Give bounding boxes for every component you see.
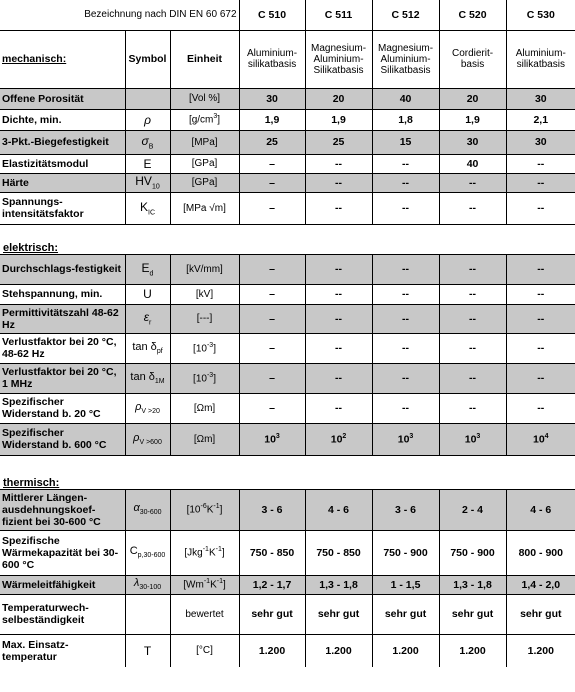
- row-thermal-expansion: Mittlerer Längen-ausdehnungskoef-fizient bei 30-600 °C $\alpha_{30-600}$ $[10^{-6}K^{-1}]$ 3 - 6 4 - 6 3 - 6 2 - 4 4 - 6: [0, 489, 575, 530]
- row-breakdown: Durchschlags-festigkeit $E_d$ [kV/mm] – -- -- -- --: [0, 254, 575, 284]
- basis-c520: Cordierit-basis: [439, 30, 506, 88]
- column-header-c511: C 511: [305, 0, 372, 30]
- section-thermal: thermisch:: [3, 476, 60, 489]
- row-elastic-modulus: Elastizitätsmodul E [GPa] – -- -- 40 --: [0, 154, 575, 173]
- row-thermal-shock: Temperaturwech-selbeständigkeit bewertet sehr gut sehr gut sehr gut sehr gut sehr gut: [0, 594, 575, 634]
- row-bending-strength: 3-Pkt.-Biegefestigkeit $\sigma_B$ [MPa] 25 25 15 30 30: [0, 130, 575, 154]
- row-thermal-conductivity: Wärmeleitfähigkeit $\lambda_{30-100}$ $[Wm^{-1}K^{-1}]$ 1,2 - 1,7 1,3 - 1,8 1 - 1,5 1,3 - 1,8 1,4 - 2,0: [0, 575, 575, 594]
- column-header-c530: C 530: [506, 0, 575, 30]
- column-header-c520: C 520: [439, 0, 506, 30]
- row-loss-factor-1mhz: Verlustfaktor bei 20 °C, 1 MHz $\tan \delta_{1M}$ $[10^{-3}]$ – -- -- -- --: [0, 363, 575, 393]
- basis-c530: Aluminium-silikatbasis: [506, 30, 575, 88]
- row-withstand-voltage: Stehspannung, min. U [kV] – -- -- -- --: [0, 284, 575, 304]
- row-porosity: Offene Porosität [Vol %] 30 20 40 20 30: [0, 88, 575, 109]
- row-hardness: Härte $HV_{10}$ [GPa] – -- -- -- --: [0, 173, 575, 192]
- row-resistivity-600: Spezifischer Widerstand b. 600 °C $\rho_{V >600}$ [Ωm] $10^3$ $10^2$ $10^3$ $10^3$ $10^4$: [0, 423, 575, 455]
- basis-c510: Aluminium-silikatbasis: [239, 30, 305, 88]
- section-electrical: elektrisch:: [3, 241, 59, 254]
- section-mechanical: mechanisch:: [2, 53, 67, 65]
- row-heat-capacity: Spezifische Wärmekapazität bei 30-600 °C $C_{p,30-600}$ $[Jkg^{-1}K^{-1}]$ 750 - 850 750 - 850 750 - 900 750 - 900 800 - 900: [0, 530, 575, 575]
- row-permittivity: Permittivitätszahl 48-62 Hz $\varepsilon_r$ [---] – -- -- -- --: [0, 304, 575, 333]
- column-header-c512: C 512: [372, 0, 439, 30]
- row-loss-factor-pf: Verlustfaktor bei 20 °C, 48-62 Hz $\tan \delta_{pf}$ $[10^{-3}]$ – -- -- -- --: [0, 333, 575, 363]
- unit-header: Einheit: [170, 30, 239, 88]
- designation-label: Bezeichnung nach DIN EN 60 672: [84, 9, 237, 21]
- row-max-temperature: Max. Einsatz-temperatur T [°C] 1.200 1.200 1.200 1.200 1.200: [0, 634, 575, 667]
- basis-c512: Magnesium-Aluminium-Silikatbasis: [372, 30, 439, 88]
- row-density: Dichte, min. ρ $[g/cm^3]$ 1,9 1,9 1,8 1,9 2,1: [0, 109, 575, 130]
- row-stress-intensity: Spannungs-intensitätsfaktor $K_{IC}$ [MPa √m] – -- -- -- --: [0, 192, 575, 224]
- column-header-c510: C 510: [239, 0, 305, 30]
- symbol-header: Symbol: [125, 30, 170, 88]
- basis-c511: Magnesium-Aluminium-Silikatbasis: [305, 30, 372, 88]
- row-resistivity-20: Spezifischer Widerstand b. 20 °C $\rho_{V >20}$ [Ωm] – -- -- -- --: [0, 393, 575, 423]
